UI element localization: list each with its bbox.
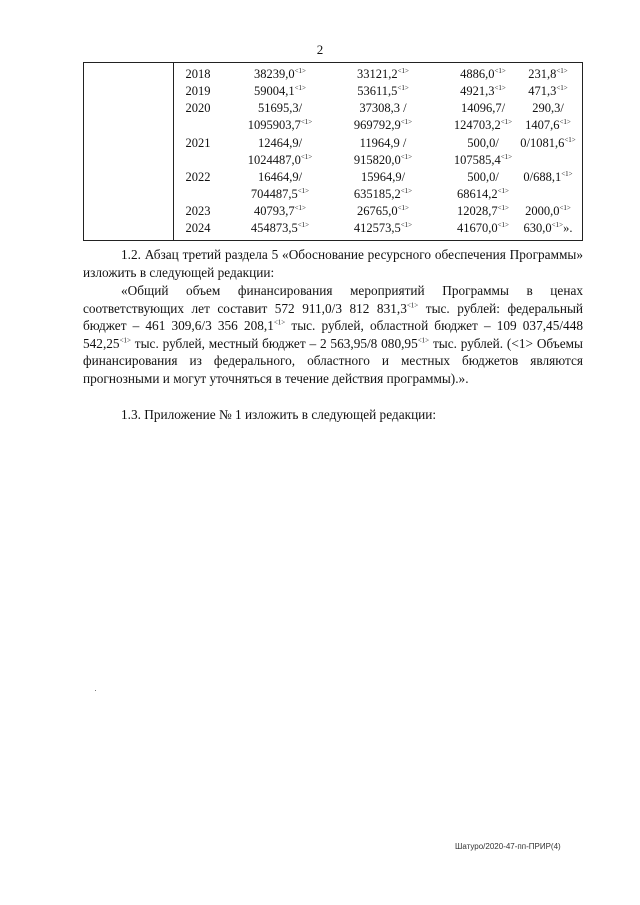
- table-cell-year: 2022: [185, 170, 211, 184]
- table-row: [83, 221, 583, 238]
- table-cell: 53611,5$^{<1>}$: [357, 83, 409, 98]
- table-cell-year: 2021: [185, 136, 211, 150]
- table-cell: 59004,1$^{<1>}$: [253, 83, 307, 98]
- page-number: 2: [316, 42, 324, 57]
- table-cell: 1024487,0$^{<1>}$: [247, 152, 313, 167]
- table-cell: 12028,7$^{<1>}$: [456, 203, 510, 218]
- document-footer-code: Шатуро/2020-47-пп-ПРИР(4): [455, 842, 561, 851]
- table-cell: 26765,0$^{<1>}$: [356, 203, 410, 218]
- table-row: [83, 170, 583, 187]
- table-row: [83, 67, 583, 84]
- table-cell-year: 2019: [185, 84, 211, 98]
- table-cell: 1095903,7$^{<1>}$: [247, 117, 313, 132]
- table-cell: 4886,0$^{<1>}$: [460, 66, 506, 81]
- table-cell: 0/1081,6$^{<1>}$: [520, 135, 576, 150]
- table-cell-year: 2023: [185, 204, 211, 218]
- table-cell: 107585,4$^{<1>}$: [453, 152, 513, 167]
- table-row: [83, 84, 583, 101]
- table-cell: 471,3$^{<1>}$: [528, 83, 568, 98]
- table-cell-year: 2018: [185, 67, 211, 81]
- table-cell: 231,8$^{<1>}$: [528, 66, 568, 81]
- table-cell: 500,0/: [467, 136, 499, 150]
- table-cell: 41670,0$^{<1>}$: [456, 220, 510, 235]
- table-cell: 38239,0$^{<1>}$: [253, 66, 307, 81]
- table-cell: 454873,5$^{<1>}$: [250, 220, 310, 235]
- table-cell: 915820,0$^{<1>}$: [353, 152, 413, 167]
- paragraph-1-2: 1.2. Абзац третий раздела 5 «Обоснование ресурсного обеспечения Программы» изложить в следующей редакции:: [83, 247, 583, 280]
- table-row: [83, 136, 583, 153]
- table-row-continuation: [83, 153, 583, 170]
- paragraph-funding-total: «Общий объем финансирования мероприятий Программы в ценах соответствующих лет составит 572 911,0/3 812 831,3$^{<1>}$ тыс. рублей: федеральный бюджет – 461 309,6/3 356 208,1$^{<1>}$ тыс. рублей, областной бюджет – 109 037,45/448 542,25$^{<1>}$ тыс. рублей, местный бюджет – 2 563,95/8 080,95$^{<1>}$ тыс. рублей. (<1> Объемы финансирования из федерального, областного и местных бюджетов являются прогнозными и могут уточняться в течение действия программы).».: [83, 283, 583, 386]
- table-cell: 0/688,1$^{<1>}$: [523, 169, 573, 184]
- table-cell: 4921,3$^{<1>}$: [460, 83, 506, 98]
- table-cell: 40793,7$^{<1>}$: [253, 203, 307, 218]
- table-cell: 290,3/: [532, 101, 564, 115]
- table-cell: 14096,7/: [460, 101, 506, 115]
- table-cell: 16464,9/: [257, 170, 303, 184]
- table-cell: 969792,9$^{<1>}$: [353, 117, 413, 132]
- table-cell: 1407,6$^{<1>}$: [525, 117, 571, 132]
- table-cell-year: 2024: [185, 221, 211, 235]
- table-cell: 2000,0$^{<1>}$: [525, 203, 571, 218]
- table-cell-year: 2020: [185, 101, 211, 115]
- table-cell: 37308,3 /: [359, 101, 407, 115]
- table-cell: 704487,5$^{<1>}$: [250, 186, 310, 201]
- table-cell: 124703,2$^{<1>}$: [453, 117, 513, 132]
- table-row-continuation: [83, 187, 583, 204]
- table-cell: 630,0$^{<1>}$».: [523, 220, 573, 235]
- table-row-continuation: [83, 118, 583, 135]
- scan-speck: [95, 690, 96, 691]
- table-row: [83, 204, 583, 221]
- table-cell: 635185,2$^{<1>}$: [353, 186, 413, 201]
- paragraph-1-3: 1.3. Приложение № 1 изложить в следующей редакции:: [121, 407, 437, 422]
- table-cell: 11964,9 /: [359, 136, 407, 150]
- table-cell: 412573,5$^{<1>}$: [353, 220, 413, 235]
- table-row: [83, 101, 583, 118]
- table-cell: 12464,9/: [257, 136, 303, 150]
- table-cell: 15964,9/: [360, 170, 406, 184]
- table-cell: 51695,3/: [257, 101, 303, 115]
- table-cell: 68614,2$^{<1>}$: [456, 186, 510, 201]
- table-cell: 500,0/: [467, 170, 499, 184]
- table-cell: 33121,2$^{<1>}$: [356, 66, 410, 81]
